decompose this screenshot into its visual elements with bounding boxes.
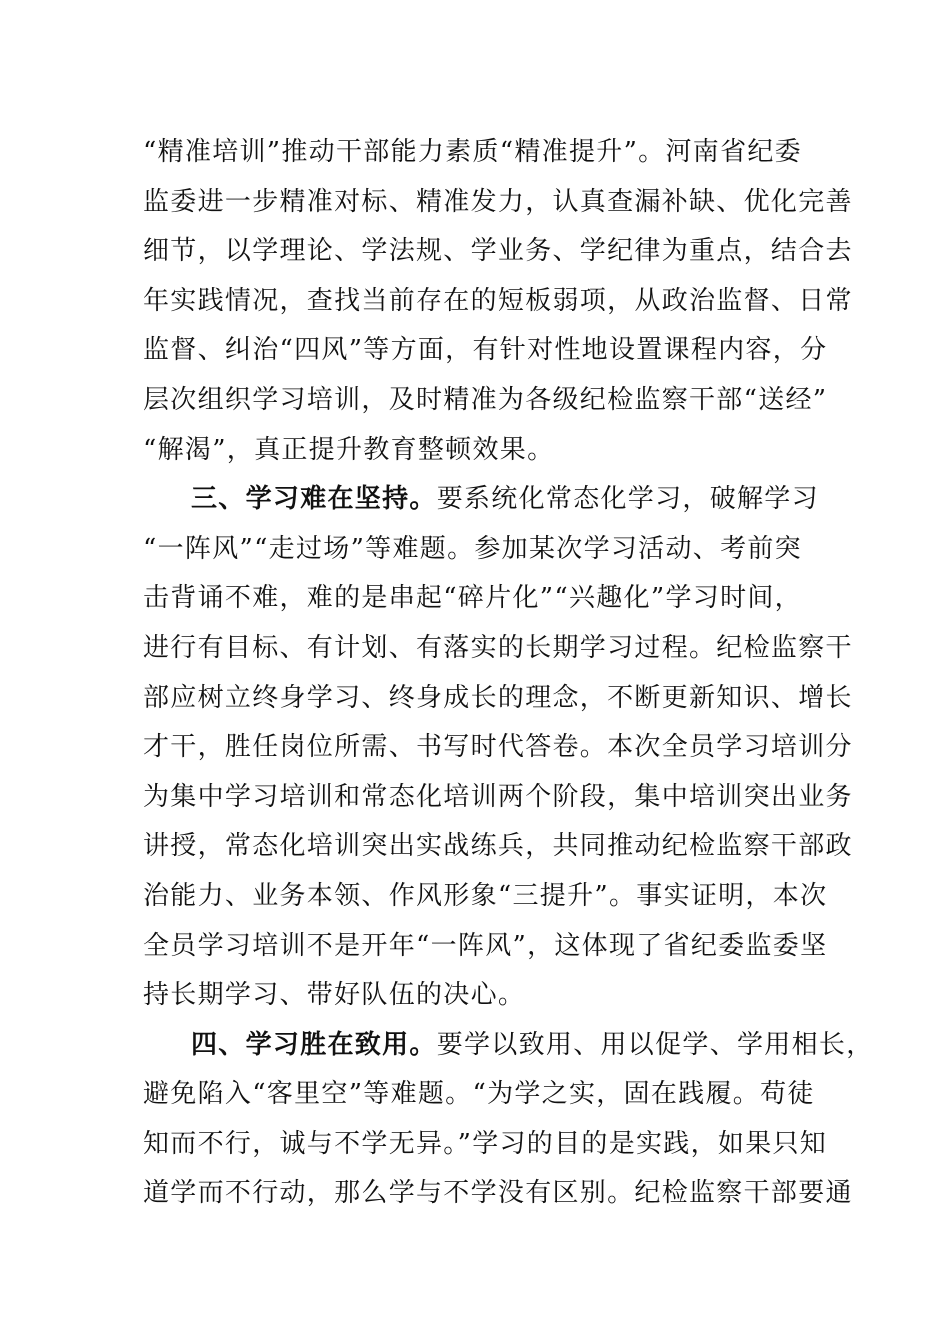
text-line: 为集中学习培训和常态化培训两个阶段，集中培训突出业务 bbox=[143, 781, 853, 812]
section-heading: 四、学习胜在致用。 bbox=[191, 1029, 437, 1060]
text-line: 避免陷入“客里空”等难题。“为学之实，固在践履。苟徒 bbox=[143, 1079, 815, 1110]
text-line: 击背诵不难，难的是串起“碎片化”“兴趣化”学习时间， bbox=[143, 583, 802, 614]
text-line: 持长期学习、带好队伍的决心。 bbox=[143, 980, 526, 1011]
text-line: 才干，胜任岗位所需、书写时代答卷。本次全员学习培训分 bbox=[143, 732, 853, 763]
section-heading: 三、学习难在坚持。 bbox=[191, 484, 437, 515]
text-line: 年实践情况，查找当前存在的短板弱项，从政治监督、日常 bbox=[143, 285, 853, 316]
text-run: 要学以致用、用以促学、学用相长， bbox=[436, 1029, 874, 1060]
text-line: 监委进一步精准对标、精准发力，认真查漏补缺、优化完善 bbox=[143, 186, 853, 217]
text-line: 部应树立终身学习、终身成长的理念，不断更新知识、增长 bbox=[143, 682, 853, 713]
paragraph-2 bbox=[143, 475, 853, 1021]
text-line: 进行有目标、有计划、有落实的长期学习过程。纪检监察干 bbox=[143, 632, 853, 663]
text-line: 监督、纠治“四风”等方面，有针对性地设置课程内容，分 bbox=[143, 335, 828, 366]
text-line: 讲授，常态化培训突出实战练兵，共同推动纪检监察干部政 bbox=[143, 831, 853, 862]
text-line: 全员学习培训不是开年“一阵风”，这体现了省纪委监委坚 bbox=[143, 930, 828, 961]
document-body bbox=[143, 128, 874, 1219]
text-line: “精准培训”推动干部能力素质“精准提升”。河南省纪委 bbox=[143, 137, 802, 167]
text-line: 治能力、业务本领、作风形象“三提升”。事实证明，本次 bbox=[143, 880, 828, 911]
paragraph-1 bbox=[143, 128, 853, 475]
paragraph-3 bbox=[143, 1021, 874, 1219]
text-line: 层次组织学习培训，及时精准为各级纪检监察干部“送经” bbox=[143, 384, 828, 415]
text-line: 细节，以学理论、学法规、学业务、学纪律为重点，结合去 bbox=[143, 236, 853, 267]
text-line: 知而不行，诚与不学无异。”学习的目的是实践，如果只知 bbox=[143, 1128, 828, 1159]
text-line: “解渴”，真正提升教育整顿效果。 bbox=[143, 434, 555, 465]
text-line bbox=[143, 1021, 874, 1071]
text-line bbox=[143, 475, 843, 525]
text-line: “一阵风”“走过场”等难题。参加某次学习活动、考前突 bbox=[143, 533, 802, 564]
text-line: 道学而不行动，那么学与不学没有区别。纪检监察干部要通 bbox=[143, 1178, 853, 1209]
text-run: 要系统化常态化学习，破解学习 bbox=[436, 484, 819, 515]
